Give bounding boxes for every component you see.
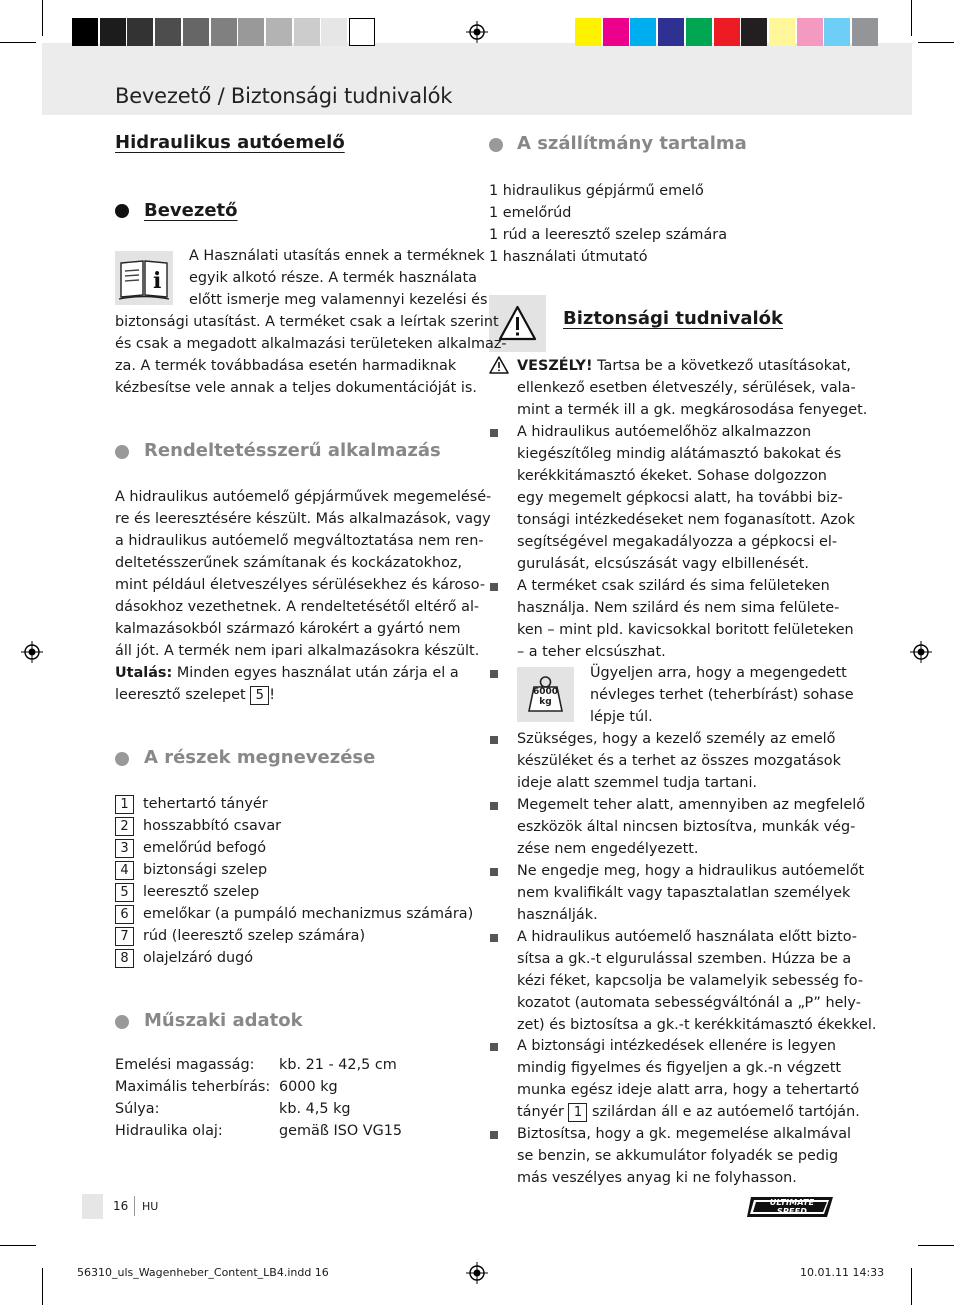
spec-key: Súlya: <box>115 1101 160 1117</box>
gray-swatch <box>238 18 264 46</box>
safety-line: Megemelt teher alatt, amennyiben az megfelelő <box>517 797 866 813</box>
section-bullet-icon <box>115 1015 129 1029</box>
spec-value: 6000 kg <box>279 1079 338 1095</box>
note-text: leeresztő szelepet <box>115 687 251 703</box>
crop-mark <box>918 42 954 43</box>
color-swatch <box>797 18 823 46</box>
page-title: Bevezető / Biztonsági tudnivalók <box>115 84 453 108</box>
gray-swatch <box>155 18 181 46</box>
spec-key: Hidraulika olaj: <box>115 1123 223 1139</box>
gray-swatch <box>349 18 375 46</box>
spec-key: Emelési magasság: <box>115 1057 255 1073</box>
registration-mark-icon <box>910 641 932 663</box>
safety-line: munka egész ideje alatt arra, hogy a tehertartó <box>517 1082 860 1098</box>
manual-info-icon <box>115 251 173 305</box>
use-line: re és leeresztésére készült. Más alkalmazások, vagy <box>115 511 491 527</box>
svg-text:i: i <box>153 268 162 294</box>
danger-line <box>517 355 851 377</box>
specs-heading: Műszaki adatok <box>144 1010 303 1031</box>
safety-line: eszközök által nincsen biztosítva, munkák vég- <box>517 819 856 835</box>
safety-line: Ne engedje meg, hogy a hidraulikus autóemelőt <box>517 863 865 879</box>
intended-use-heading: Rendeltetésszerű alkalmazás <box>144 440 441 461</box>
part-number-badge: 4 <box>115 861 134 880</box>
color-swatch <box>714 18 740 46</box>
safety-line: mindig figyelmes és figyeljen a gk.-n végzett <box>517 1060 842 1076</box>
crop-mark <box>911 0 912 36</box>
safety-line: ideje alatt szemmel tudja tartani. <box>517 775 758 791</box>
contents-item: 1 hidraulikus gépjármű emelő <box>489 183 704 199</box>
registration-mark-icon <box>466 21 488 43</box>
color-swatch <box>769 18 795 46</box>
safety-line: A hidraulikus autóemelő használata előtt bizto- <box>517 929 857 945</box>
danger-line: ellenkező esetben életveszély, sérülések, vala- <box>517 380 856 396</box>
contents-item: 1 emelőrúd <box>489 205 572 221</box>
color-swatch <box>658 18 684 46</box>
intro-line: és csak a megadott alkalmazási területeken alkalmaz- <box>115 336 507 352</box>
bullet-square-icon <box>490 429 498 437</box>
gray-swatch <box>127 18 153 46</box>
safety-line: egy megemelt gépkocsi alatt, ha további biz- <box>517 490 843 506</box>
part-number-badge: 1 <box>115 795 134 814</box>
ultimate-speed-logo <box>747 1194 837 1220</box>
contents-item: 1 használati útmutató <box>489 249 648 265</box>
safety-line: Biztosítsa, hogy a gk. megemelése alkalmával <box>517 1126 852 1142</box>
danger-text: Tartsa be a következő utasításokat, <box>592 358 851 374</box>
note-line <box>115 662 459 684</box>
use-line: a hidraulikus autóemelő megváltoztatása nem ren- <box>115 533 484 549</box>
registration-mark-icon <box>21 641 43 663</box>
color-swatch <box>686 18 712 46</box>
part-label: hosszabbító csavar <box>143 818 282 834</box>
color-swatch <box>603 18 629 46</box>
safety-line: sítsa a gk.-t elgurulással szemben. Húzza be a <box>517 951 852 967</box>
safety-line: zet) és biztosítsa a gk.-t kerékkitámasztó ékekkel. <box>517 1017 877 1033</box>
safety-line: használja. Nem szilárd és nem sima felülete- <box>517 600 840 616</box>
part-number-badge: 2 <box>115 817 134 836</box>
part-number-badge: 3 <box>115 839 134 858</box>
file-info: 56310_uls_Wagenheber_Content_LB4.indd 16 <box>77 1266 329 1279</box>
section-bullet-icon <box>489 138 503 152</box>
gray-swatch <box>266 18 292 46</box>
bullet-square-icon <box>490 736 498 744</box>
part-label: olajelzáró dugó <box>143 950 254 966</box>
gray-swatch <box>211 18 237 46</box>
part-label: biztonsági szelep <box>143 862 268 878</box>
registration-mark-icon <box>466 1262 488 1284</box>
spec-value: gemäß ISO VG15 <box>279 1123 403 1139</box>
print-date: 10.01.11 14:33 <box>800 1266 885 1279</box>
crop-mark <box>0 42 36 43</box>
intro-line: za. A termék továbbadása esetén harmadiknak <box>115 358 457 374</box>
crop-mark <box>42 1268 43 1305</box>
bullet-square-icon <box>490 583 498 591</box>
part-number-badge: 7 <box>115 927 134 946</box>
gray-swatch <box>100 18 126 46</box>
part-number-badge: 5 <box>250 686 269 705</box>
use-line: dásokhoz vezethetnek. A rendeltetésétől eltérő al- <box>115 599 480 615</box>
use-line: A hidraulikus autóemelő gépjárművek megemelésé- <box>115 489 492 505</box>
section-bullet-icon <box>115 445 129 459</box>
intro-line: előtt ismerje meg valamennyi kezelési és <box>189 292 488 308</box>
safety-line: A biztonsági intézkedések ellenére is legyen <box>517 1038 837 1054</box>
safety-line <box>517 1101 860 1123</box>
part-number-badge: 1 <box>568 1103 587 1122</box>
safety-line: zése nem engedélyezett. <box>517 841 699 857</box>
intro-line: kézbesítse vele annak a teljes dokumentációját is. <box>115 380 477 396</box>
spec-value: kb. 4,5 kg <box>279 1101 351 1117</box>
language-code: HU <box>142 1200 159 1213</box>
crop-mark <box>911 1268 912 1305</box>
note-text: ! <box>269 687 275 703</box>
intro-line: A Használati utasítás ennek a terméknek <box>189 248 485 264</box>
safety-line: más veszélyes anyag ki ne folyhasson. <box>517 1170 797 1186</box>
color-swatch <box>852 18 878 46</box>
safety-line: A terméket csak szilárd és sima felületeken <box>517 578 830 594</box>
crop-mark <box>918 1245 954 1246</box>
gray-swatch <box>72 18 98 46</box>
bullet-square-icon <box>490 868 498 876</box>
safety-text: szilárdan áll e az autóemelő tartóján. <box>587 1104 860 1120</box>
safety-line: kerékkitámasztó ékeket. Sohase dolgozzon <box>517 468 827 484</box>
gray-swatch <box>183 18 209 46</box>
safety-line: se benzin, se akkumulátor folyadék se pedig <box>517 1148 839 1164</box>
note-line-2 <box>115 684 275 706</box>
color-swatch <box>630 18 656 46</box>
bullet-square-icon <box>490 1131 498 1139</box>
safety-line: névleges terhet (teherbírást) sohase <box>590 687 854 703</box>
spec-key: Maximális teherbírás: <box>115 1079 271 1095</box>
section-bullet-icon <box>115 204 129 218</box>
contents-item: 1 rúd a leeresztő szelep számára <box>489 227 728 243</box>
danger-label: VESZÉLY! <box>517 358 593 374</box>
color-swatch <box>824 18 850 46</box>
safety-line: tonsági intézkedéseket nem foganasított. Azok <box>517 512 855 528</box>
safety-line: nem kvalifikált vagy tapasztalatlan személyek <box>517 885 851 901</box>
safety-line: A hidraulikus autóemelőhöz alkalmazzon <box>517 424 812 440</box>
safety-heading: Biztonsági tudnivalók <box>563 308 784 329</box>
gray-swatch <box>294 18 320 46</box>
use-line: deltetésszerűnek számítanak és kockázatokhoz, <box>115 555 463 571</box>
safety-line: használják. <box>517 907 598 923</box>
bullet-square-icon <box>490 670 498 678</box>
warning-icon <box>489 356 509 374</box>
safety-line: készüléket és a terhet az összes mozgatások <box>517 753 841 769</box>
bullet-square-icon <box>490 1043 498 1051</box>
use-line: mint például életveszélyes sérülésekhez és károso- <box>115 577 486 593</box>
part-label: emelőrúd befogó <box>143 840 267 856</box>
page-marker <box>82 1194 103 1219</box>
color-swatch <box>575 18 601 46</box>
part-number-badge: 8 <box>115 949 134 968</box>
note-text: Minden egyes használat után zárja el a <box>172 665 459 681</box>
spec-value: kb. 21 - 42,5 cm <box>279 1057 397 1073</box>
crop-mark <box>42 0 43 36</box>
use-line: áll jót. A termék nem ipari alkalmazásokra készült. <box>115 643 480 659</box>
safety-line: lépje túl. <box>590 709 653 725</box>
page-number: 16 <box>113 1199 129 1213</box>
safety-line: kozatot (automata sebességváltónál a „P” hely- <box>517 995 861 1011</box>
part-number-badge: 5 <box>115 883 134 902</box>
crop-mark <box>0 1245 36 1246</box>
safety-line: gurulását, elcsúszását vagy elbillenését. <box>517 556 809 572</box>
gray-swatch <box>321 18 347 46</box>
bullet-square-icon <box>490 802 498 810</box>
document-title: Hidraulikus autóemelő <box>115 132 345 153</box>
bullet-square-icon <box>490 934 498 942</box>
parts-heading: A részek megnevezése <box>144 747 376 768</box>
danger-line: mint a termék ill a gk. megkárosodása fenyeget. <box>517 402 868 418</box>
intro-line: biztonsági utasítást. A terméket csak a leírtak szerint <box>115 314 499 330</box>
note-label: Utalás: <box>115 665 173 681</box>
safety-line: kézi féket, kapcsolja be valamelyik sebesség fo- <box>517 973 864 989</box>
brand-text: ULTIMATE SPEED <box>769 1198 815 1216</box>
part-label: leeresztő szelep <box>143 884 260 900</box>
safety-line: Ügyeljen arra, hogy a megengedett <box>590 665 847 681</box>
safety-line: Szükséges, hogy a kezelő személy az emelő <box>517 731 836 747</box>
safety-line: – a teher elcsúszhat. <box>517 644 666 660</box>
safety-text: tányér <box>517 1104 569 1120</box>
safety-line: ken – mint pld. kavicsokkal boritott felületeken <box>517 622 854 638</box>
contents-heading: A szállítmány tartalma <box>517 133 747 154</box>
load-icon-text: 6000 kg <box>532 687 559 707</box>
part-label: rúd (leeresztő szelep számára) <box>143 928 366 944</box>
intro-heading: Bevezető <box>144 200 238 221</box>
section-bullet-icon <box>115 752 129 766</box>
part-number-badge: 6 <box>115 905 134 924</box>
safety-line: segítségével megakadályozza a gépkocsi el- <box>517 534 838 550</box>
intro-line: egyik alkotó része. A termék használata <box>189 270 477 286</box>
footer-divider <box>134 1196 135 1216</box>
part-label: emelőkar (a pumpáló mechanizmus számára) <box>143 906 474 922</box>
safety-line: kiegészítőleg mindig alátámasztó bakokat és <box>517 446 842 462</box>
part-label: tehertartó tányér <box>143 796 268 812</box>
color-swatch <box>741 18 767 46</box>
load-limit-icon <box>517 667 574 722</box>
use-line: kalmazásokból származó károkért a gyártó nem <box>115 621 461 637</box>
